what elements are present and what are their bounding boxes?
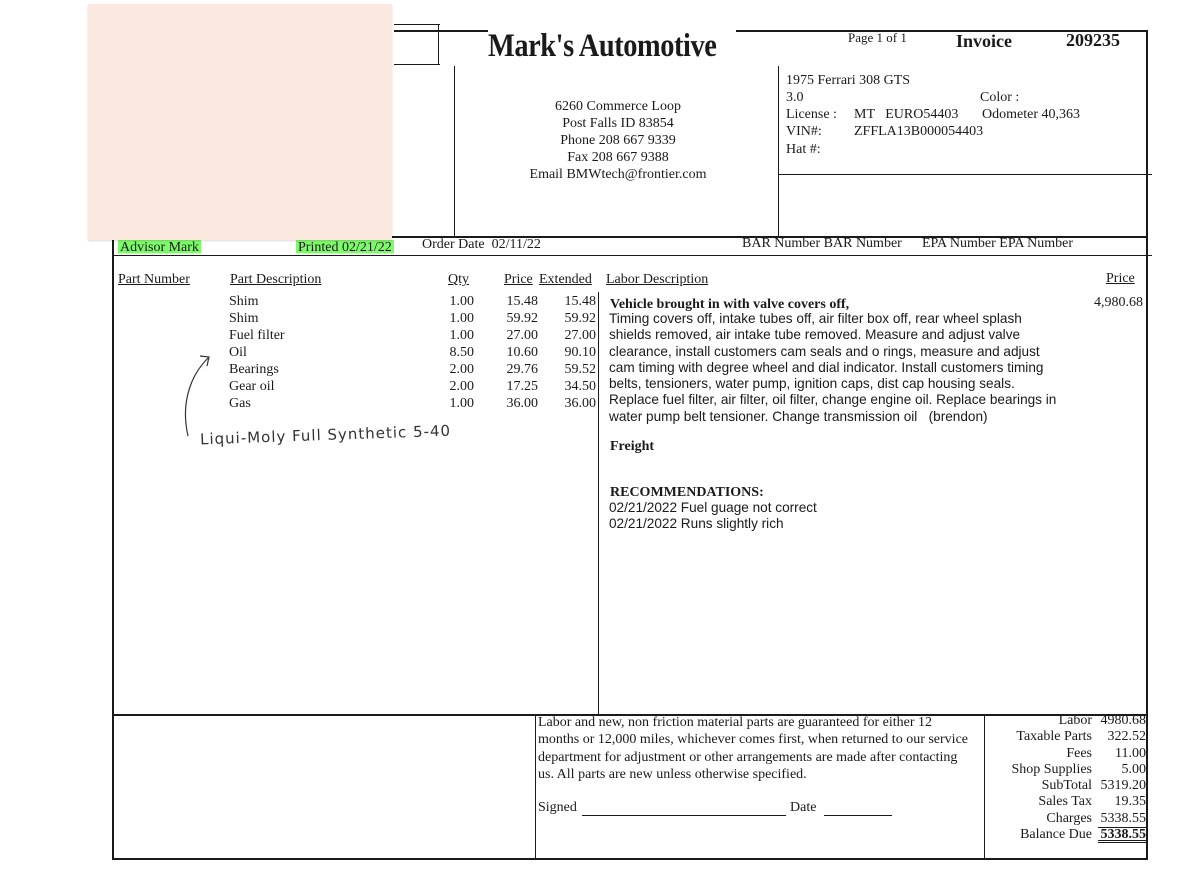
border-line xyxy=(778,174,1152,175)
header-extended: Extended xyxy=(539,272,592,287)
totals-value: 5319.20 xyxy=(1100,778,1146,794)
totals-value: 11.00 xyxy=(1115,745,1146,761)
totals-label: Balance Due xyxy=(1020,827,1092,843)
part-description-cell: Gas xyxy=(229,396,251,411)
totals-label: Taxable Parts xyxy=(1016,729,1092,745)
qty-cell: 8.50 xyxy=(449,345,474,360)
table-row xyxy=(0,379,600,396)
border-line xyxy=(394,64,440,65)
totals-label: Fees xyxy=(1066,745,1092,761)
part-description-cell: Shim xyxy=(229,294,259,309)
labor-line: Timing covers off, intake tubes off, air filter box off, rear wheel splash xyxy=(609,311,1022,326)
border-line xyxy=(394,30,488,32)
odometer: Odometer 40,363 xyxy=(982,107,1080,122)
license-label: License : xyxy=(786,107,837,122)
price-cell: 29.76 xyxy=(506,362,538,377)
table-row xyxy=(0,311,600,328)
extended-cell: 34.50 xyxy=(564,379,596,394)
extended-cell: 15.48 xyxy=(564,294,596,309)
vin-value: ZFFLA13B000054403 xyxy=(854,124,984,139)
totals-row xyxy=(990,713,1146,729)
price-cell: 10.60 xyxy=(506,345,538,360)
totals-value: 5.00 xyxy=(1121,761,1146,777)
invoice-number: 209235 xyxy=(1066,30,1120,50)
qty-cell: 1.00 xyxy=(449,328,474,343)
date-line xyxy=(824,815,892,816)
border-line xyxy=(394,24,440,25)
handwritten-note: Liqui-Moly Full Synthetic 5-40 xyxy=(199,421,452,449)
extended-cell: 36.00 xyxy=(564,396,596,411)
guarantee-line: us. All parts are new unless otherwise specified. xyxy=(538,766,807,782)
border-line xyxy=(984,714,985,860)
shop-phone: Phone 208 667 9339 xyxy=(560,133,676,148)
qty-cell: 2.00 xyxy=(449,362,474,377)
price-cell: 59.92 xyxy=(506,311,538,326)
table-row xyxy=(0,362,600,379)
totals-label: Charges xyxy=(1046,810,1092,826)
price-cell: 36.00 xyxy=(506,396,538,411)
guarantee-line: months or 12,000 miles, whichever comes first, when returned to our service xyxy=(538,732,969,748)
totals-value: 19.35 xyxy=(1114,794,1146,810)
header-qty: Qty xyxy=(448,272,469,287)
header-labor-price: Price xyxy=(1106,271,1135,286)
extended-cell: 59.92 xyxy=(564,311,596,326)
table-row xyxy=(0,294,600,311)
border-line xyxy=(438,24,439,64)
labor-line: Replace fuel filter, air filter, oil filter, change engine oil. Replace bearings in xyxy=(609,392,1057,408)
labor-line: clearance, install customers cam seals and o rings, measure and adjust xyxy=(609,343,1040,359)
totals-label: Labor xyxy=(1058,713,1092,728)
part-description-cell: Gear oil xyxy=(229,379,275,394)
labor-description-text xyxy=(609,311,1056,425)
part-description-cell: Fuel filter xyxy=(229,328,285,343)
extended-cell: 90.10 xyxy=(564,345,596,360)
shop-address-block xyxy=(500,98,736,183)
shop-address: 6260 Commerce Loop xyxy=(555,99,681,114)
sticky-note xyxy=(88,4,392,240)
date-label: Date xyxy=(790,800,817,815)
printed-date: Printed 02/21/22 xyxy=(298,240,392,253)
page-indicator: Page 1 of 1 xyxy=(848,30,907,45)
qty-cell: 1.00 xyxy=(449,311,474,326)
header-price: Price xyxy=(504,272,533,287)
table-row xyxy=(0,345,600,362)
vehicle-color-label: Color : xyxy=(980,90,1020,105)
border-line xyxy=(778,66,779,236)
border-line xyxy=(535,714,536,860)
table-row xyxy=(0,328,600,345)
signed-label: Signed xyxy=(538,800,577,815)
guarantee-text xyxy=(538,714,968,783)
totals-row xyxy=(990,746,1146,762)
totals-row xyxy=(990,811,1146,827)
labor-line: shields removed, air intake tube removed. Measure and adjust valve xyxy=(609,327,1021,343)
labor-line: water pump belt tensioner. Change transmission oil (brendon) xyxy=(609,408,988,424)
license-value: MT EURO54403 xyxy=(854,107,959,122)
epa-number: EPA Number EPA Number xyxy=(922,236,1074,251)
totals-row xyxy=(990,778,1146,794)
totals-row xyxy=(990,762,1146,778)
invoice-label: Invoice xyxy=(956,31,1012,51)
part-description-cell: Oil xyxy=(229,345,247,360)
price-cell: 27.00 xyxy=(506,328,538,343)
recommendation-item: 02/21/2022 Fuel guage not correct xyxy=(609,500,817,515)
vin-label: VIN#: xyxy=(786,124,822,139)
price-cell: 17.25 xyxy=(506,379,538,394)
totals-block xyxy=(990,713,1146,843)
qty-cell: 1.00 xyxy=(449,294,474,309)
guarantee-line: department for adjustment or other arrangements are made after contacting xyxy=(538,749,958,765)
totals-value: 322.52 xyxy=(1107,729,1146,745)
guarantee-line: Labor and new, non friction material parts are guaranteed for either 12 xyxy=(538,715,933,730)
totals-row xyxy=(990,827,1146,843)
recommendations-list xyxy=(609,500,817,532)
border-line xyxy=(1146,30,1148,860)
price-cell: 15.48 xyxy=(506,294,538,309)
qty-cell: 2.00 xyxy=(449,379,474,394)
totals-row xyxy=(990,794,1146,810)
recommendations-title: RECOMMENDATIONS: xyxy=(610,485,764,500)
labor-title: Vehicle brought in with valve covers off, xyxy=(610,297,850,312)
border-line xyxy=(112,255,1152,256)
shop-email: Email BMWtech@frontier.com xyxy=(529,167,707,182)
header-part-description: Part Description xyxy=(230,272,322,287)
shop-name: Mark's Automotive xyxy=(488,28,717,64)
border-line xyxy=(454,66,455,236)
header-labor-description: Labor Description xyxy=(606,272,709,287)
totals-label: Shop Supplies xyxy=(1011,761,1092,777)
totals-value: 4980.68 xyxy=(1100,713,1146,728)
border-line xyxy=(112,858,1148,860)
labor-line: belts, tensioners, water pump, ignition caps, dist cap housing seals. xyxy=(609,376,1015,392)
totals-row xyxy=(990,729,1146,745)
part-description-cell: Shim xyxy=(229,311,259,326)
freight-label: Freight xyxy=(610,439,655,454)
handwritten-arrow-icon xyxy=(178,350,218,442)
recommendation-item: 02/21/2022 Runs slightly rich xyxy=(609,516,784,531)
order-date: Order Date 02/11/22 xyxy=(422,237,541,252)
labor-price: 4,980.68 xyxy=(1094,295,1143,310)
vehicle-description: 1975 Ferrari 308 GTS xyxy=(786,73,911,88)
totals-label: Sales Tax xyxy=(1038,794,1092,810)
advisor: Advisor Mark xyxy=(120,240,199,253)
extended-cell: 59.52 xyxy=(564,362,596,377)
hat-label: Hat #: xyxy=(786,142,821,157)
bar-number: BAR Number BAR Number xyxy=(742,236,902,251)
part-description-cell: Bearings xyxy=(229,362,279,377)
totals-value: 5338.55 xyxy=(1098,827,1146,843)
totals-value: 5338.55 xyxy=(1100,810,1146,826)
vehicle-engine: 3.0 xyxy=(786,90,804,105)
shop-city: Post Falls ID 83854 xyxy=(562,116,674,131)
extended-cell: 27.00 xyxy=(564,328,596,343)
shop-fax: Fax 208 667 9388 xyxy=(567,150,669,165)
labor-line: cam timing with degree wheel and dial indicator. Install customers timing xyxy=(609,359,1044,375)
qty-cell: 1.00 xyxy=(449,396,474,411)
signature-line xyxy=(582,815,786,816)
header-part-number: Part Number xyxy=(118,272,190,287)
table-row xyxy=(0,396,600,413)
totals-label: SubTotal xyxy=(1041,778,1092,794)
